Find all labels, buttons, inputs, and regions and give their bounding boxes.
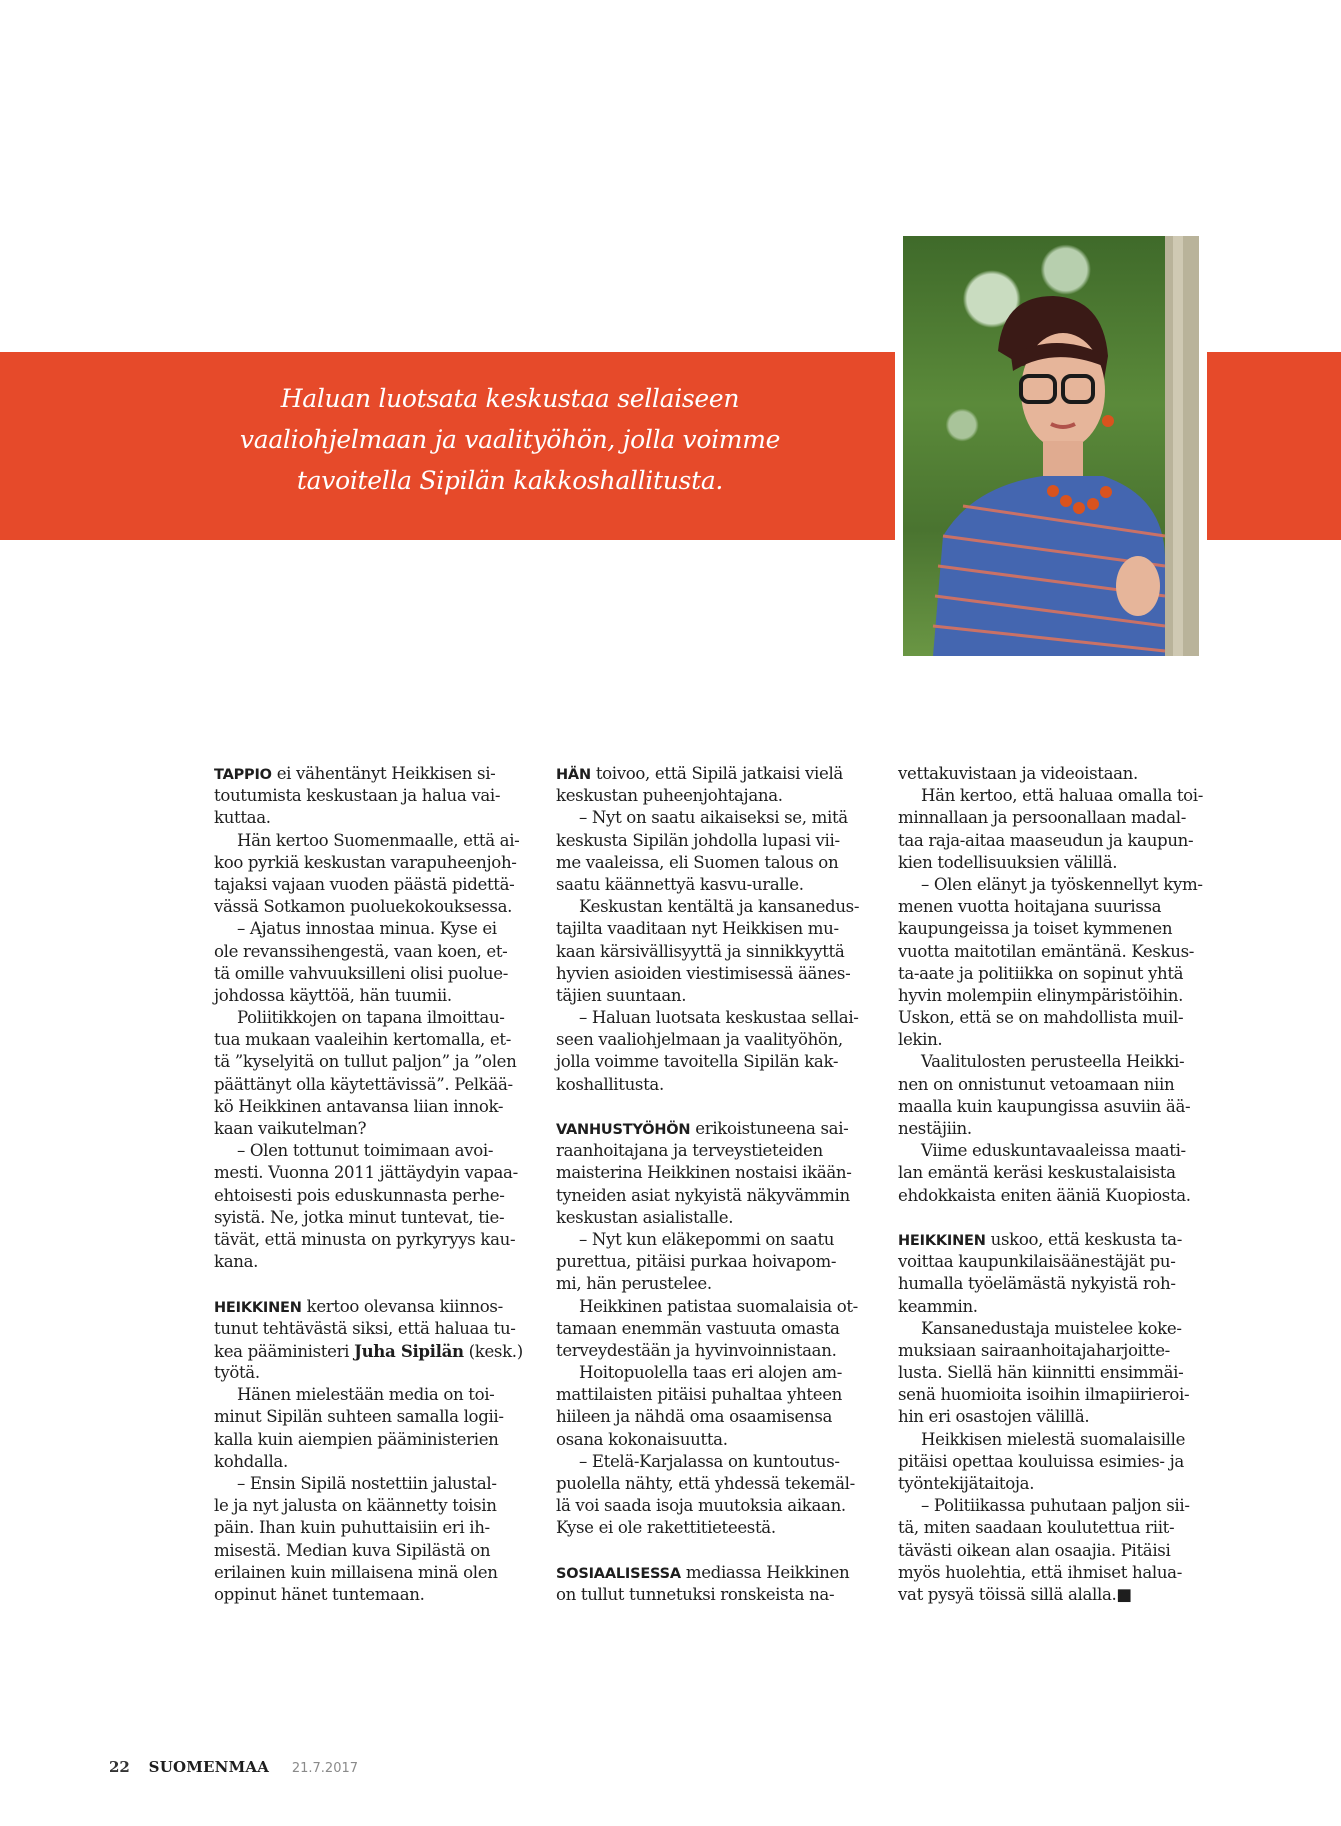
text-line: myös huolehtia, että ihmiset halua- bbox=[898, 1562, 1182, 1582]
text-line: tävät, että minusta on pyrkyryys kau- bbox=[214, 1229, 516, 1249]
text-line: vässä Sotkamon puoluekokouksessa. bbox=[214, 897, 513, 917]
text-line: keskustan puheenjohtajana. bbox=[556, 786, 783, 806]
text-line: mi, hän perustelee. bbox=[556, 1274, 712, 1294]
pull-quote bbox=[200, 378, 820, 501]
text-line: seen vaaliohjelmaan ja vaalityöhön, bbox=[556, 1030, 843, 1050]
text-line: lan emäntä keräsi keskustalaisista bbox=[898, 1163, 1176, 1183]
portrait-photo bbox=[903, 236, 1199, 656]
text-line: kuttaa. bbox=[214, 808, 271, 828]
text-line: voittaa kaupunkilaisäänestäjät pu- bbox=[898, 1252, 1176, 1272]
line-text: kea pääministeri bbox=[214, 1341, 355, 1361]
paragraph-first-line: Hoitopuolella taas eri alojen am- bbox=[579, 1363, 843, 1383]
text-line: on tullut tunnetuksi ronskeista na- bbox=[556, 1584, 835, 1604]
text-line: raanhoitajana ja terveystieteiden bbox=[556, 1141, 823, 1161]
text-line: ole revanssihengestä, vaan koen, et- bbox=[214, 941, 508, 961]
page-footer bbox=[109, 1758, 358, 1776]
paragraph-first-line: – Ajatus innostaa minua. Kyse ei bbox=[237, 919, 497, 939]
text-line: tajilta vaaditaan nyt Heikkisen mu- bbox=[556, 919, 839, 939]
text-line: tävästi oikean alan osaajia. Pitäisi bbox=[898, 1540, 1171, 1560]
text-line: maalla kuin kaupungissa asuviin ää- bbox=[898, 1096, 1191, 1116]
text-line: täjien suuntaan. bbox=[556, 985, 687, 1005]
paragraph-first-line: Heikkinen patistaa suomalaisia ot- bbox=[579, 1296, 858, 1316]
paragraph-first-line: Hän kertoo, että haluaa omalla toi- bbox=[921, 786, 1204, 806]
text-line: kaan kärsivällisyyttä ja sinnikkyyttä bbox=[556, 941, 845, 961]
text-line: vuotta maitotilan emäntänä. Keskus- bbox=[898, 941, 1195, 961]
text-line: tajaksi vajaan vuoden päästä pidettä- bbox=[214, 874, 515, 894]
text-line: päättänyt olla käytettävissä”. Pelkää- bbox=[214, 1074, 513, 1094]
text-line: lusta. Siellä hän kiinnitti ensimmäi- bbox=[898, 1363, 1184, 1383]
lead-in-word: HEIKKINEN bbox=[898, 1232, 986, 1249]
paragraph-first-line: Vaalitulosten perusteella Heikki- bbox=[921, 1052, 1185, 1072]
text-line: kö Heikkinen antavansa liian innok- bbox=[214, 1096, 504, 1116]
section-lead-line bbox=[556, 1118, 874, 1140]
text-line: kohdalla. bbox=[214, 1451, 288, 1471]
text-line: kien todellisuuksien välillä. bbox=[898, 852, 1118, 872]
text-line: muksiaan sairaanhoitajaharjoitte- bbox=[898, 1340, 1170, 1360]
paragraph-first-line: Hänen mielestään media on toi- bbox=[237, 1385, 495, 1405]
text-line: misestä. Median kuva Sipilästä on bbox=[214, 1540, 491, 1560]
paragraph-first-line: – Politiikassa puhutaan paljon sii- bbox=[921, 1496, 1190, 1516]
text-line: erilainen kuin millaisena minä olen bbox=[214, 1562, 498, 1582]
text-line: le ja nyt jalusta on käännetty toisin bbox=[214, 1496, 497, 1516]
text-line: taa raja-aitaa maaseudun ja kaupun- bbox=[898, 830, 1194, 850]
text-line: keskustan asialistalle. bbox=[556, 1207, 734, 1227]
page-number: 22 bbox=[109, 1758, 130, 1776]
text-line: maisterina Heikkinen nostaisi ikään- bbox=[556, 1163, 852, 1183]
text-line: purettua, pitäisi purkaa hoivapom- bbox=[556, 1252, 837, 1272]
paragraph-break bbox=[556, 1540, 874, 1562]
text-line: tä omille vahvuuksilleni olisi puolue- bbox=[214, 963, 508, 983]
paragraph-first-line: Poliitikkojen on tapana ilmoittau- bbox=[237, 1008, 505, 1028]
text-line: keskusta Sipilän johdolla lupasi vii- bbox=[556, 830, 840, 850]
text-line: vettakuvistaan ja videoistaan. bbox=[898, 764, 1138, 783]
text-line: saatu käännettyä kasvu-uralle. bbox=[556, 874, 804, 894]
article-column-3 bbox=[898, 763, 1216, 1606]
text-line: mattilaisten pitäisi puhaltaa yhteen bbox=[556, 1385, 843, 1405]
text-line: puolella nähty, että yhdessä tekemäl- bbox=[556, 1474, 855, 1493]
paragraph-first-line: – Etelä-Karjalassa on kuntoutus- bbox=[579, 1451, 840, 1471]
text-line: vat pysyä töissä sillä alalla.■ bbox=[898, 1584, 1132, 1604]
text-line: tunut tehtävästä siksi, että haluaa tu- bbox=[214, 1318, 516, 1338]
accent-band-right bbox=[1207, 352, 1341, 540]
lead-in-word: SOSIAALISESSA bbox=[556, 1565, 681, 1582]
paragraph-first-line: Viime eduskuntavaaleissa maati- bbox=[921, 1141, 1186, 1161]
text-line: hin eri osastojen välillä. bbox=[898, 1407, 1090, 1427]
text-line: terveydestään ja hyvinvoinnistaan. bbox=[556, 1340, 837, 1360]
paragraph-break bbox=[556, 1096, 874, 1118]
text-line: kaupungeissa ja toiset kymmenen bbox=[898, 919, 1173, 939]
text-line: nen on onnistunut vetoamaan niin bbox=[898, 1074, 1175, 1094]
paragraph-first-line: Hän kertoo Suomenmaalle, että ai- bbox=[237, 830, 520, 850]
text-line: minut Sipilän suhteen samalla logii- bbox=[214, 1407, 504, 1427]
lead-in-word: HEIKKINEN bbox=[214, 1299, 302, 1316]
lead-in-word: TAPPIO bbox=[214, 767, 272, 783]
text-line: keammin. bbox=[898, 1296, 978, 1316]
text-line: humalla työelämästä nykyistä roh- bbox=[898, 1274, 1176, 1294]
text-line: syistä. Ne, jotka minut tuntevat, tie- bbox=[214, 1207, 505, 1227]
text-line: hiileen ja nähdä oma osaamisensa bbox=[556, 1407, 833, 1427]
text-line: pitäisi opettaa kouluissa esimies- ja bbox=[898, 1451, 1184, 1471]
text-line bbox=[214, 1340, 532, 1362]
text-line: päin. Ihan kuin puhuttaisiin eri ih- bbox=[214, 1518, 490, 1538]
portrait-illustration bbox=[903, 236, 1199, 656]
paragraph-first-line: Heikkisen mielestä suomalaisille bbox=[921, 1429, 1186, 1449]
text-line: tamaan enemmän vastuuta omasta bbox=[556, 1318, 840, 1338]
article-column-1 bbox=[214, 763, 532, 1606]
text-line: toutumista keskustaan ja halua vai- bbox=[214, 786, 501, 806]
text-line: menen vuotta hoitajana suurissa bbox=[898, 897, 1162, 917]
text-line: ta-aate ja politiikka on sopinut yhtä bbox=[898, 963, 1184, 983]
paragraph-first-line: Keskustan kentältä ja kansanedus- bbox=[579, 897, 860, 917]
text-line: jolla voimme tavoitella Sipilän kak- bbox=[556, 1052, 839, 1072]
line-text: erikoistuneena sai- bbox=[690, 1119, 849, 1138]
person-name: Juha Sipilän bbox=[354, 1340, 464, 1361]
section-lead-line bbox=[214, 763, 532, 785]
text-line: koo pyrkiä keskustan varapuheenjoh- bbox=[214, 852, 517, 872]
text-line: tä, miten saadaan koulutettua riit- bbox=[898, 1518, 1175, 1538]
text-line: lekin. bbox=[898, 1030, 943, 1050]
line-text: ei vähentänyt Heikkisen si- bbox=[271, 764, 496, 783]
text-line: tyneiden asiat nykyistä näkyvämmin bbox=[556, 1185, 850, 1205]
text-line: tä ”kyselyitä on tullut paljon” ja ”olen bbox=[214, 1052, 517, 1072]
text-line: tua mukaan vaaleihin kertomalla, et- bbox=[214, 1030, 511, 1050]
paragraph-first-line: – Ensin Sipilä nostettiin jalustal- bbox=[237, 1474, 497, 1493]
text-line: senä huomioita isoihin ilmapiirieroi- bbox=[898, 1385, 1190, 1405]
paragraph-first-line: – Haluan luotsata keskustaa sellai- bbox=[579, 1008, 859, 1028]
text-line: kaan vaikutelman? bbox=[214, 1119, 367, 1138]
paragraph-first-line: Kansanedustaja muistelee koke- bbox=[921, 1318, 1182, 1338]
section-lead-line bbox=[556, 1562, 874, 1584]
section-lead-line bbox=[214, 1296, 532, 1318]
text-line: hyvien asioiden viestimisessä äänes- bbox=[556, 963, 851, 983]
text-line: mesti. Vuonna 2011 jättäydyin vapaa- bbox=[214, 1163, 518, 1183]
section-lead-line bbox=[898, 1229, 1216, 1251]
text-line: kalla kuin aiempien pääministerien bbox=[214, 1429, 499, 1449]
paragraph-break bbox=[214, 1273, 532, 1295]
text-line: Uskon, että se on mahdollista muil- bbox=[898, 1008, 1184, 1028]
paragraph-first-line: – Olen elänyt ja työskennellyt kym- bbox=[921, 874, 1203, 894]
text-line: työtä. bbox=[214, 1363, 260, 1383]
paragraph-first-line: – Olen tottunut toimimaan avoi- bbox=[237, 1141, 494, 1161]
text-line: minnallaan ja persoonallaan madal- bbox=[898, 808, 1186, 828]
masthead: SUOMENMAA bbox=[148, 1758, 270, 1776]
line-text: uskoo, että keskusta ta- bbox=[985, 1229, 1182, 1249]
text-line: ehtoisesti pois eduskunnasta perhe- bbox=[214, 1185, 505, 1205]
text-line: nestäjiin. bbox=[898, 1119, 972, 1138]
text-line: kana. bbox=[214, 1252, 259, 1272]
line-text: kertoo olevansa kiinnos- bbox=[301, 1296, 503, 1316]
pull-quote-line: Haluan luotsata keskustaa sellaiseen bbox=[280, 384, 740, 413]
paragraph-first-line: – Nyt kun eläkepommi on saatu bbox=[579, 1229, 835, 1249]
line-text: mediassa Heikkinen bbox=[680, 1562, 850, 1582]
paragraph-break bbox=[898, 1207, 1216, 1229]
text-line: koshallitusta. bbox=[556, 1074, 664, 1094]
text-line: oppinut hänet tuntemaan. bbox=[214, 1584, 425, 1604]
lead-in-word: HÄN bbox=[556, 767, 591, 783]
text-line: lä voi saada isoja muutoksia aikaan. bbox=[556, 1496, 846, 1516]
text-line: johdossa käyttöä, hän tuumii. bbox=[214, 985, 452, 1005]
section-lead-line bbox=[556, 763, 874, 785]
article-column-2 bbox=[556, 763, 874, 1606]
line-text: toivoo, että Sipilä jatkaisi vielä bbox=[590, 764, 843, 783]
issue-date: 21.7.2017 bbox=[291, 1761, 359, 1776]
text-line: Kyse ei ole rakettitieteestä. bbox=[556, 1518, 776, 1538]
text-line: työntekijätaitoja. bbox=[898, 1474, 1035, 1493]
pull-quote-line: tavoitella Sipilän kakkoshallitusta. bbox=[296, 466, 724, 495]
text-line: hyvin molempiin elinympäristöihin. bbox=[898, 985, 1184, 1005]
lead-in-word: VANHUSTYÖHÖN bbox=[556, 1122, 691, 1138]
text-line: osana kokonaisuutta. bbox=[556, 1429, 728, 1449]
text-line: me vaaleissa, eli Suomen talous on bbox=[556, 852, 839, 872]
pull-quote-line: vaaliohjelmaan ja vaalityöhön, jolla voimme bbox=[239, 425, 781, 454]
text-line: ehdokkaista eniten ääniä Kuopiosta. bbox=[898, 1185, 1191, 1205]
line-text: (kesk.) bbox=[463, 1341, 523, 1361]
paragraph-first-line: – Nyt on saatu aikaiseksi se, mitä bbox=[579, 808, 848, 828]
